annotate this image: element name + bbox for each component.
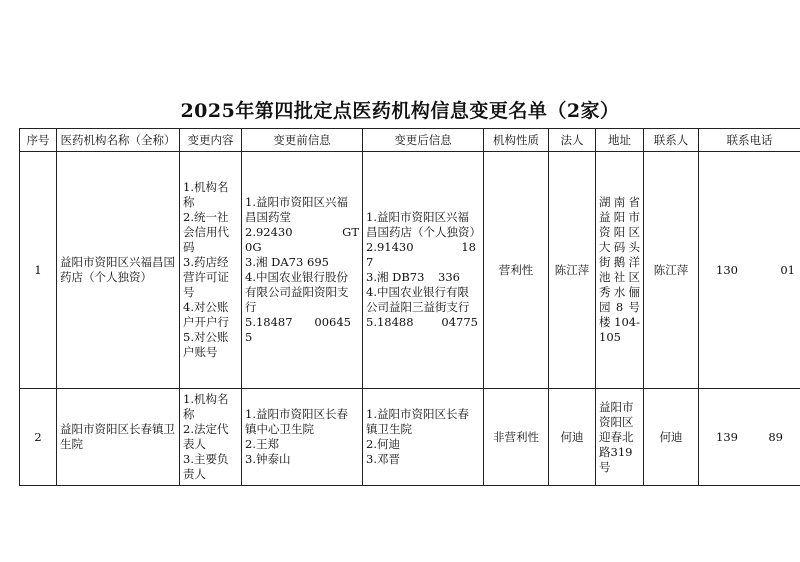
contact-person: 陈江萍 — [644, 152, 699, 389]
change-items — [180, 389, 242, 486]
after-line: 3.邓晋 — [366, 452, 400, 466]
institution-name: 益阳市资阳区长春镇卫生院 — [57, 389, 180, 486]
before-credit-code-start: 2.92430 — [245, 225, 293, 239]
row-number: 1 — [20, 152, 57, 389]
after-account-start: 5.18488 — [366, 315, 414, 329]
after-credit-code-start: 2.91430 — [366, 240, 414, 254]
change-item: 3.药店经营许可证号 — [183, 255, 229, 299]
change-item: 2.统一社会信用代码 — [183, 210, 229, 254]
header-address: 地址 — [596, 129, 644, 152]
before-line: 4.中国农业银行股份有限公司益阳资阳支行 — [245, 270, 349, 314]
institution-nature: 非营利性 — [484, 389, 549, 486]
legal-person: 何迪 — [549, 389, 596, 486]
phone-start: 139 — [716, 429, 738, 444]
after-line: 2.何迪 — [366, 437, 400, 451]
address: 益阳市资阳区迎春北路319号 — [596, 389, 644, 486]
before-line — [245, 255, 359, 270]
info-after — [363, 389, 484, 486]
change-item: 1.机构名称 — [183, 392, 229, 421]
change-item: 5.对公账户账号 — [183, 330, 229, 359]
phone-end: 89 — [768, 429, 783, 444]
after-account-end: 04775 — [441, 315, 478, 329]
after-license-start: 3.湘 DB73 — [366, 270, 425, 284]
change-list-table — [19, 128, 800, 486]
after-line — [366, 315, 480, 330]
before-credit-code-end: GT — [342, 225, 359, 239]
before-line: 2.王郑 — [245, 437, 279, 451]
contact-phone — [699, 152, 800, 389]
before-account-start: 5.18487 — [245, 315, 293, 329]
before-account-end: 00645 — [314, 315, 351, 329]
after-line — [366, 240, 480, 255]
legal-person: 陈江萍 — [549, 152, 596, 389]
phone-start: 130 — [716, 262, 738, 277]
header-before: 变更前信息 — [242, 129, 363, 152]
header-phone: 联系电话 — [699, 129, 800, 152]
before-line — [245, 225, 359, 240]
before-line: 1.益阳市资阳区兴福昌国药堂 — [245, 195, 348, 224]
after-line: 1.益阳市资阳区兴福昌国药店（个人独资） — [366, 210, 481, 239]
header-changes: 变更内容 — [180, 129, 242, 152]
institution-name: 益阳市资阳区兴福昌国药店（个人独资） — [57, 152, 180, 389]
table-row — [20, 152, 800, 389]
header-row — [20, 129, 800, 152]
change-item: 2.法定代表人 — [183, 422, 229, 451]
change-item: 1.机构名称 — [183, 180, 229, 209]
change-items — [180, 152, 242, 389]
phone-end: 01 — [780, 262, 795, 277]
before-line: 5 — [245, 330, 253, 344]
address: 湖南省益阳市资阳区大码头街鹅洋池社区秀水俪园8号楼104-105 — [596, 152, 644, 389]
header-name: 医药机构名称（全称） — [57, 129, 180, 152]
header-legal: 法人 — [549, 129, 596, 152]
after-line: 7 — [366, 255, 374, 269]
institution-nature: 营利性 — [484, 152, 549, 389]
contact-phone — [699, 389, 800, 486]
before-line: 0G — [245, 240, 262, 254]
before-line — [245, 315, 359, 330]
row-number: 2 — [20, 389, 57, 486]
phone-number — [702, 263, 797, 278]
header-no: 序号 — [20, 129, 57, 152]
info-after — [363, 152, 484, 389]
after-line — [366, 270, 480, 285]
phone-number — [702, 430, 797, 445]
before-line: 3.钟泰山 — [245, 452, 291, 466]
after-line: 4.中国农业银行有限公司益阳三益街支行 — [366, 285, 470, 314]
info-before — [242, 152, 363, 389]
header-nature: 机构性质 — [484, 129, 549, 152]
info-before — [242, 389, 363, 486]
after-license-end: 336 — [438, 270, 460, 284]
change-item: 4.对公账户开户行 — [183, 300, 229, 329]
header-contact: 联系人 — [644, 129, 699, 152]
page-title: 2025年第四批定点医药机构信息变更名单（2家） — [180, 100, 620, 122]
before-license-start: 3.湘 DA73 — [245, 255, 304, 269]
contact-person: 何迪 — [644, 389, 699, 486]
header-after: 变更后信息 — [363, 129, 484, 152]
change-item: 3.主要负责人 — [183, 452, 229, 481]
before-line: 1.益阳市资阳区长春镇中心卫生院 — [245, 407, 348, 436]
after-line: 1.益阳市资阳区长春镇卫生院 — [366, 407, 469, 436]
after-credit-code-end: 18 — [461, 240, 476, 254]
table-row — [20, 389, 800, 486]
before-license-end: 695 — [307, 255, 329, 269]
